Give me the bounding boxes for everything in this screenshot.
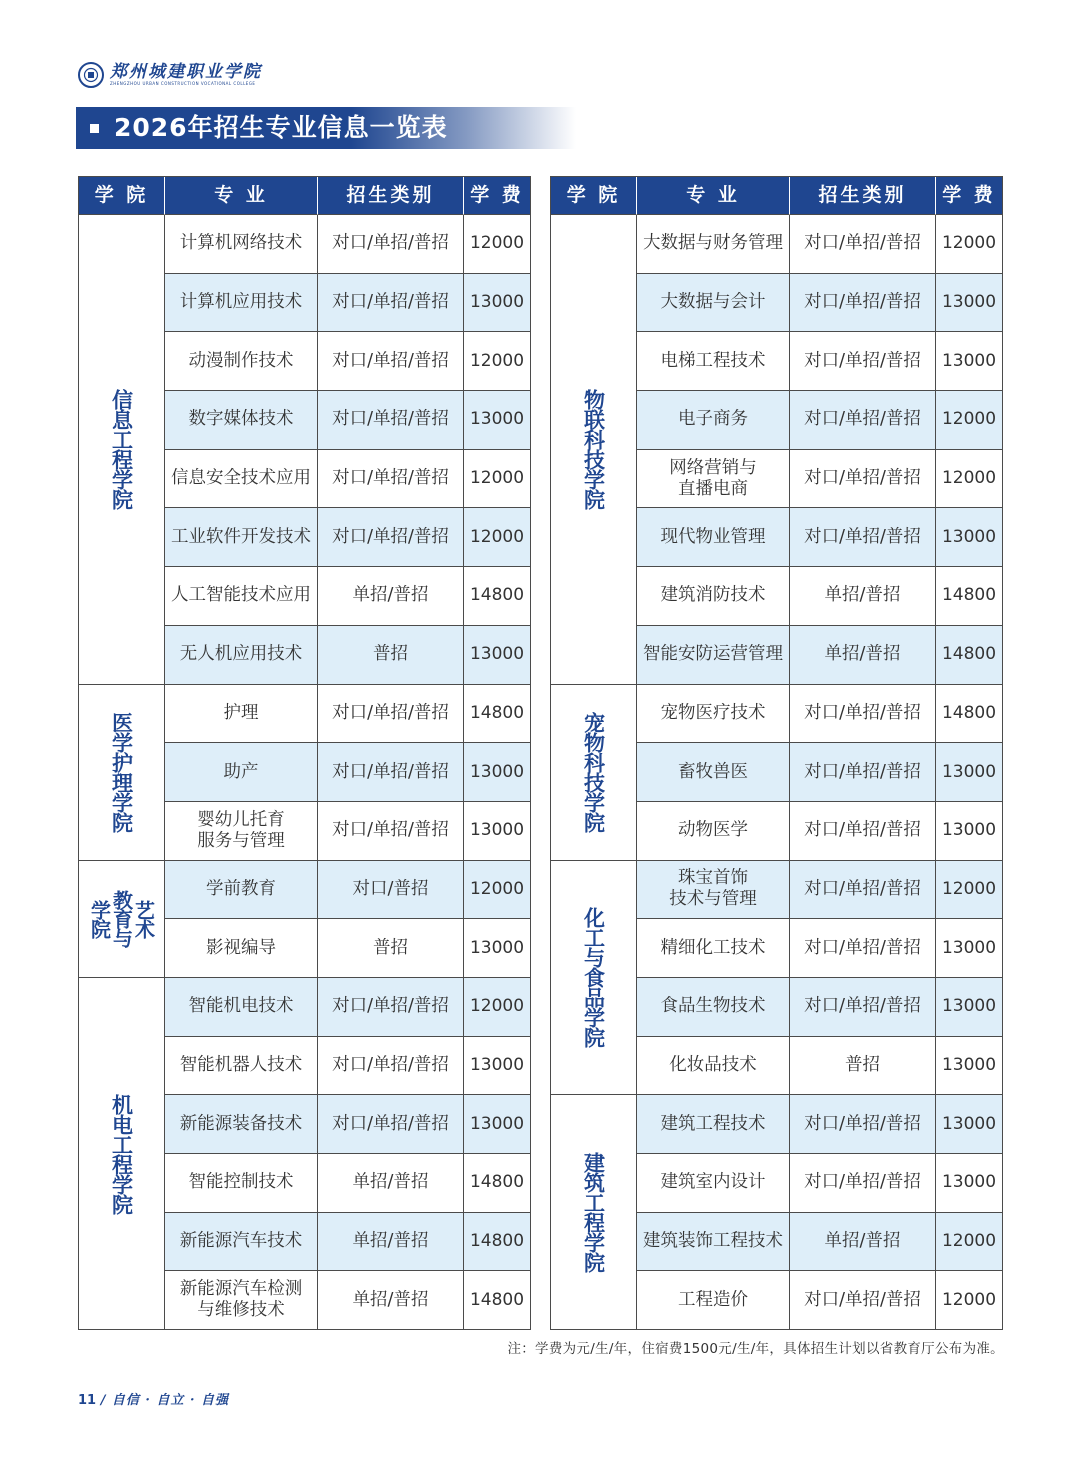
- fee-cell: 12000: [936, 861, 1003, 920]
- major-cell: 现代物业管理: [637, 508, 790, 567]
- department-name: 物联科技学院: [581, 389, 606, 510]
- column-header: 专 业: [165, 177, 318, 215]
- major-cell: 化妆品技术: [637, 1037, 790, 1096]
- column-header: 学 院: [79, 177, 165, 215]
- category-cell: 对口/单招/普招: [318, 1095, 464, 1154]
- category-cell: 对口/单招/普招: [318, 274, 464, 333]
- category-cell: 普招: [318, 626, 464, 685]
- category-cell: 对口/单招/普招: [790, 743, 936, 802]
- major-cell: 新能源装备技术: [165, 1095, 318, 1154]
- category-cell: 普招: [318, 919, 464, 978]
- department-name: 医学护理学院: [109, 712, 134, 833]
- major-cell: 信息安全技术应用: [165, 450, 318, 509]
- college-english-name: ZHENGZHOU URBAN CONSTRUCTION VOCATIONAL COLLEGE: [110, 81, 256, 86]
- fee-cell: 14800: [936, 626, 1003, 685]
- department-name: 化工与食品学院: [581, 907, 606, 1048]
- category-cell: 对口/单招/普招: [318, 802, 464, 861]
- major-cell: 婴幼儿托育 服务与管理: [165, 802, 318, 861]
- major-cell: 网络营销与 直播电商: [637, 450, 790, 509]
- major-cell: 动漫制作技术: [165, 332, 318, 391]
- fee-cell: 13000: [936, 802, 1003, 861]
- fee-cell: 14800: [464, 685, 531, 744]
- column-header: 专 业: [637, 177, 790, 215]
- major-cell: 人工智能技术应用: [165, 567, 318, 626]
- enrollment-table-right: [550, 176, 1003, 1330]
- major-cell: 学前教育: [165, 861, 318, 920]
- category-cell: 对口/单招/普招: [790, 508, 936, 567]
- major-cell: 工程造价: [637, 1271, 790, 1330]
- category-cell: 单招/普招: [318, 1271, 464, 1330]
- fee-cell: 12000: [464, 215, 531, 274]
- major-cell: 动物医学: [637, 802, 790, 861]
- category-cell: 对口/普招: [318, 861, 464, 920]
- department-cell: [79, 685, 165, 861]
- category-cell: 对口/单招/普招: [790, 274, 936, 333]
- major-cell: 无人机应用技术: [165, 626, 318, 685]
- category-cell: 对口/单招/普招: [318, 743, 464, 802]
- page-title-banner: [76, 107, 576, 149]
- category-cell: 单招/普招: [790, 1213, 936, 1272]
- major-cell: 护理: [165, 685, 318, 744]
- fee-cell: 13000: [936, 1154, 1003, 1213]
- major-cell: 食品生物技术: [637, 978, 790, 1037]
- category-cell: 对口/单招/普招: [790, 332, 936, 391]
- column-header: 招生类别: [318, 177, 464, 215]
- fee-cell: 14800: [464, 1154, 531, 1213]
- category-cell: 对口/单招/普招: [790, 215, 936, 274]
- category-cell: 普招: [790, 1037, 936, 1096]
- major-cell: 计算机网络技术: [165, 215, 318, 274]
- major-cell: 智能安防运营管理: [637, 626, 790, 685]
- fee-cell: 12000: [936, 450, 1003, 509]
- college-emblem-icon: [78, 62, 104, 88]
- category-cell: 对口/单招/普招: [318, 391, 464, 450]
- major-cell: 影视编导: [165, 919, 318, 978]
- fee-cell: 14800: [936, 685, 1003, 744]
- fee-cell: 12000: [464, 450, 531, 509]
- major-cell: 大数据与财务管理: [637, 215, 790, 274]
- major-cell: 计算机应用技术: [165, 274, 318, 333]
- major-cell: 建筑工程技术: [637, 1095, 790, 1154]
- department-cell: [79, 978, 165, 1330]
- column-header: 学 院: [551, 177, 637, 215]
- column-header: 学 费: [936, 177, 1003, 215]
- category-cell: 对口/单招/普招: [790, 1271, 936, 1330]
- fee-cell: 13000: [936, 508, 1003, 567]
- department-cell: [551, 215, 637, 685]
- major-cell: 精细化工技术: [637, 919, 790, 978]
- page-number: 11: [78, 1393, 97, 1408]
- major-cell: 智能机电技术: [165, 978, 318, 1037]
- department-name: 艺术 教育与 学院: [87, 890, 156, 948]
- fee-cell: 13000: [464, 1037, 531, 1096]
- fee-cell: 14800: [464, 1271, 531, 1330]
- fee-cell: 14800: [936, 567, 1003, 626]
- fee-cell: 13000: [464, 919, 531, 978]
- major-cell: 建筑消防技术: [637, 567, 790, 626]
- fee-cell: 12000: [464, 332, 531, 391]
- category-cell: 对口/单招/普招: [318, 685, 464, 744]
- major-cell: 工业软件开发技术: [165, 508, 318, 567]
- fee-cell: 13000: [936, 1037, 1003, 1096]
- department-name: 信息工程学院: [109, 389, 134, 510]
- fee-cell: 13000: [464, 802, 531, 861]
- college-logo: [78, 62, 262, 88]
- category-cell: 单招/普招: [790, 567, 936, 626]
- fee-cell: 13000: [936, 332, 1003, 391]
- major-cell: 畜牧兽医: [637, 743, 790, 802]
- category-cell: 对口/单招/普招: [790, 861, 936, 920]
- fee-cell: 13000: [936, 743, 1003, 802]
- fee-cell: 13000: [936, 274, 1003, 333]
- fee-cell: 12000: [936, 215, 1003, 274]
- major-cell: 新能源汽车检测 与维修技术: [165, 1271, 318, 1330]
- page-footer: [78, 1389, 229, 1408]
- category-cell: 对口/单招/普招: [790, 685, 936, 744]
- category-cell: 对口/单招/普招: [790, 1095, 936, 1154]
- major-cell: 大数据与会计: [637, 274, 790, 333]
- major-cell: 数字媒体技术: [165, 391, 318, 450]
- fee-cell: 12000: [464, 508, 531, 567]
- column-header: 学 费: [464, 177, 531, 215]
- college-name: 郑州城建职业学院: [110, 62, 262, 82]
- category-cell: 对口/单招/普招: [318, 508, 464, 567]
- major-cell: 智能控制技术: [165, 1154, 318, 1213]
- major-cell: 建筑室内设计: [637, 1154, 790, 1213]
- category-cell: 单招/普招: [318, 1213, 464, 1272]
- department-cell: [551, 861, 637, 1096]
- major-cell: 智能机器人技术: [165, 1037, 318, 1096]
- category-cell: 对口/单招/普招: [790, 919, 936, 978]
- category-cell: 对口/单招/普招: [790, 802, 936, 861]
- major-cell: 宠物医疗技术: [637, 685, 790, 744]
- fee-cell: 14800: [464, 567, 531, 626]
- department-cell: [551, 1095, 637, 1330]
- category-cell: 单招/普招: [790, 626, 936, 685]
- fee-cell: 13000: [464, 626, 531, 685]
- fee-cell: 14800: [464, 1213, 531, 1272]
- department-name: 宠物科技学院: [581, 712, 606, 833]
- category-cell: 对口/单招/普招: [318, 1037, 464, 1096]
- category-cell: 对口/单招/普招: [790, 450, 936, 509]
- category-cell: 对口/单招/普招: [318, 978, 464, 1037]
- footnote: 注：学费为元/生/年，住宿费1500元/生/年，具体招生计划以省教育厅公布为准。: [507, 1341, 1004, 1357]
- major-cell: 新能源汽车技术: [165, 1213, 318, 1272]
- fee-cell: 12000: [936, 1271, 1003, 1330]
- column-header: 招生类别: [790, 177, 936, 215]
- major-cell: 珠宝首饰 技术与管理: [637, 861, 790, 920]
- fee-cell: 12000: [464, 861, 531, 920]
- department-name: 建筑工程学院: [581, 1152, 606, 1273]
- fee-cell: 12000: [936, 391, 1003, 450]
- fee-cell: 12000: [936, 1213, 1003, 1272]
- major-cell: 电子商务: [637, 391, 790, 450]
- category-cell: 对口/单招/普招: [318, 332, 464, 391]
- department-cell: [551, 685, 637, 861]
- category-cell: 对口/单招/普招: [318, 450, 464, 509]
- page-title: 2026年招生专业信息一览表: [114, 113, 448, 142]
- fee-cell: 13000: [936, 1095, 1003, 1154]
- category-cell: 对口/单招/普招: [790, 391, 936, 450]
- major-cell: 建筑装饰工程技术: [637, 1213, 790, 1272]
- category-cell: 对口/单招/普招: [790, 1154, 936, 1213]
- fee-cell: 13000: [936, 978, 1003, 1037]
- fee-cell: 13000: [464, 274, 531, 333]
- category-cell: 单招/普招: [318, 1154, 464, 1213]
- fee-cell: 13000: [464, 743, 531, 802]
- fee-cell: 13000: [464, 1095, 531, 1154]
- department-name: 机电工程学院: [109, 1093, 134, 1214]
- department-cell: [79, 861, 165, 978]
- fee-cell: 13000: [936, 919, 1003, 978]
- fee-cell: 12000: [464, 978, 531, 1037]
- category-cell: 对口/单招/普招: [318, 215, 464, 274]
- footer-slogan: / 自信 · 自立 · 自强: [100, 1393, 230, 1408]
- fee-cell: 13000: [464, 391, 531, 450]
- department-cell: [79, 215, 165, 685]
- enrollment-table-left: [78, 176, 531, 1330]
- bullet-square-icon: [90, 124, 99, 133]
- major-cell: 助产: [165, 743, 318, 802]
- major-cell: 电梯工程技术: [637, 332, 790, 391]
- category-cell: 单招/普招: [318, 567, 464, 626]
- category-cell: 对口/单招/普招: [790, 978, 936, 1037]
